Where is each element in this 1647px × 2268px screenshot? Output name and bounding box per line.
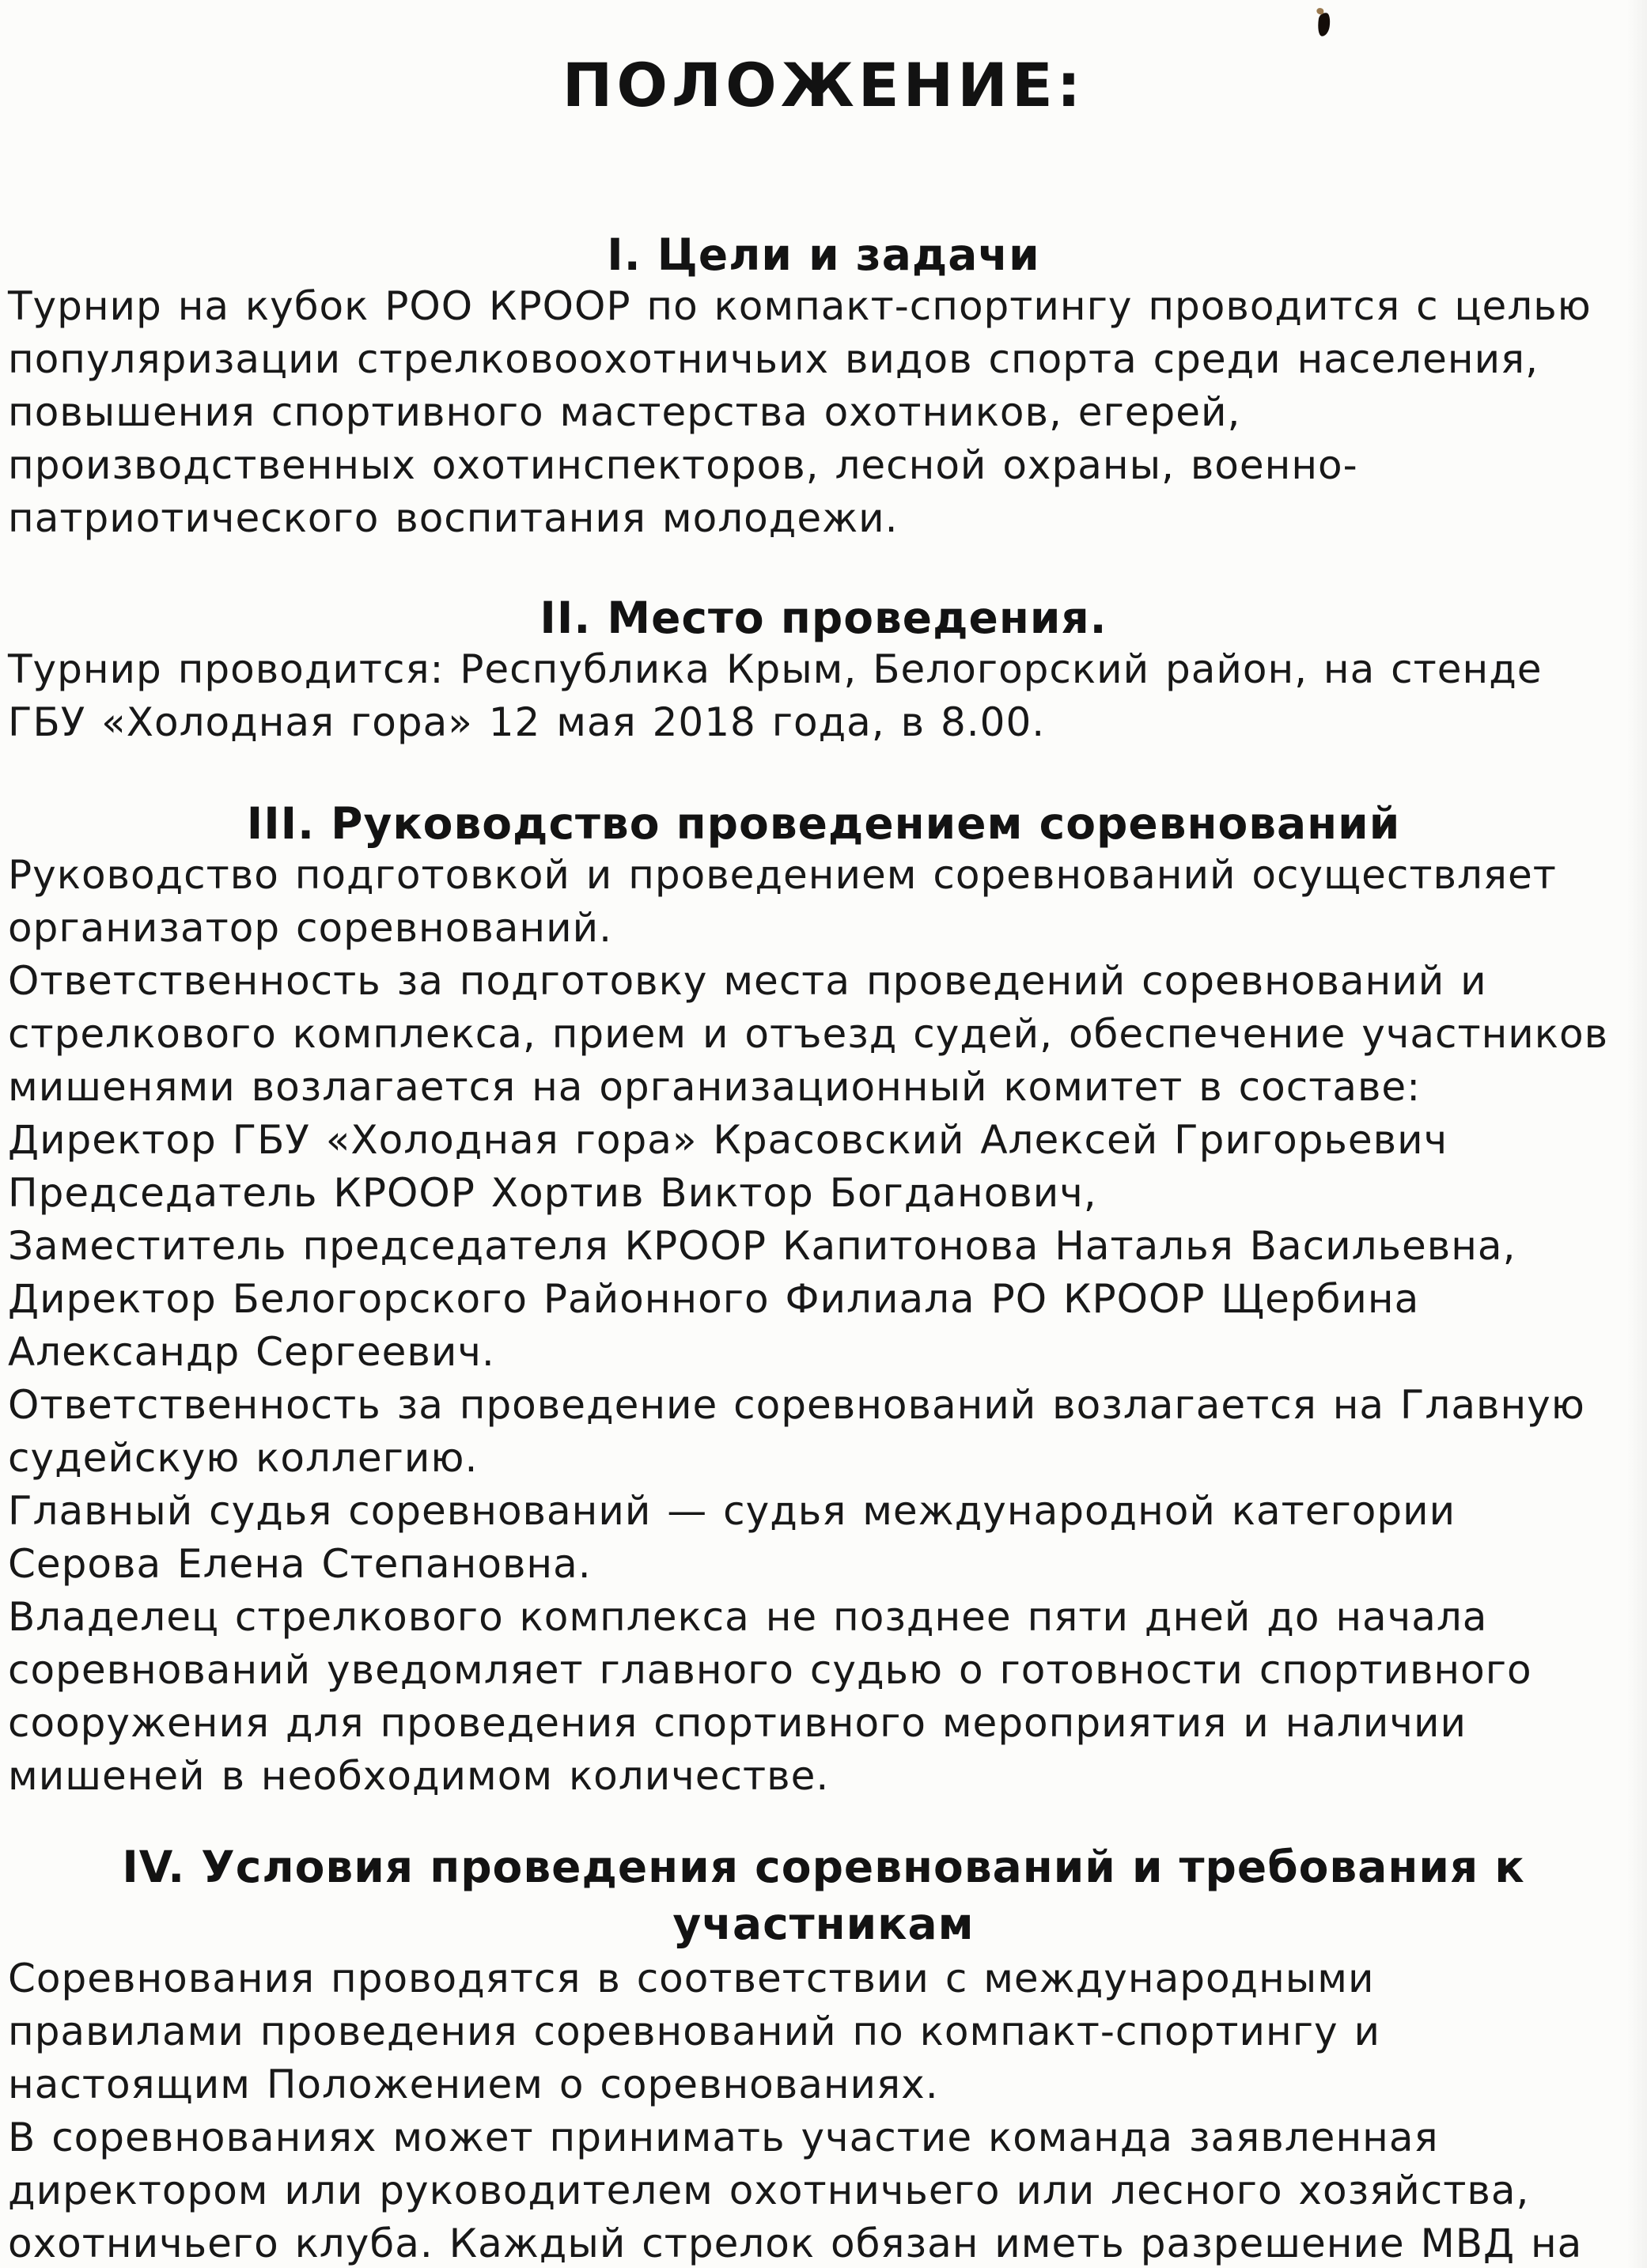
section-venue-heading (0, 593, 1647, 643)
section-goals-heading (0, 229, 1647, 280)
text-line: Александр Сергеевич. (8, 1329, 495, 1375)
text-line: ГБУ «Холодная гора» 12 мая 2018 года, в 8.00. (8, 699, 1046, 745)
section-management-body (0, 849, 1647, 1803)
text-line: Заместитель председателя КРООР Капитонова Наталья Васильевна, (8, 1223, 1516, 1269)
text-line: Главный судья соревнований — судья международной категории (8, 1488, 1456, 1534)
text-line: Председатель КРООР Хортив Виктор Богданович, (8, 1170, 1097, 1216)
section-venue-body (0, 643, 1647, 749)
text-line: Директор Белогорского Районного Филиала РО КРООР Щербина (8, 1276, 1420, 1322)
text-line: Турнир проводится: Республика Крым, Белогорский район, на стенде (8, 646, 1543, 692)
text-line: Ответственность за проведение соревнований возлагается на Главную (8, 1382, 1585, 1428)
text-line: мишеней в необходимом количестве. (8, 1753, 830, 1799)
text-line: В соревнованиях может принимать участие команда заявленная (8, 2115, 1439, 2160)
text-line: настоящим Положением о соревнованиях. (8, 2062, 939, 2107)
text-line: охотничьего клуба. Каждый стрелок обязан иметь разрешение МВД на (8, 2221, 1583, 2266)
text-line: Серова Елена Степановна. (8, 1541, 592, 1587)
text-line: III. Руководство проведением соревнований (246, 798, 1401, 849)
text-line: популяризации стрелковоохотничьих видов спорта среди населения, (8, 336, 1539, 382)
text-line: соревнований уведомляет главного судью о готовности спортивного (8, 1647, 1532, 1693)
text-line: Турнир на кубок РОО КРООР по компакт-спортингу проводится с целью (8, 283, 1592, 329)
text-line: стрелкового комплекса, прием и отъезд судей, обеспечение участников (8, 1011, 1609, 1057)
text-line: повышения спортивного мастерства охотников, егерей, (8, 389, 1241, 435)
text-line: производственных охотинспекторов, лесной охраны, военно- (8, 442, 1358, 488)
text-line: судейскую коллегию. (8, 1435, 479, 1481)
section-goals-body (0, 280, 1647, 545)
text-line: Руководство подготовкой и проведением соревнований осуществляет (8, 852, 1557, 898)
section-conditions-body (0, 1952, 1647, 2268)
text-line: директором или руководителем охотничьего или лесного хозяйства, (8, 2168, 1530, 2213)
section-management (0, 798, 1647, 1803)
text-line: сооружения для проведения спортивного мероприятия и наличии (8, 1700, 1467, 1746)
text-line: Соревнования проводятся в соответствии с международными (8, 1956, 1375, 2001)
section-conditions-heading (0, 1838, 1647, 1952)
text-line: Ответственность за подготовку места проведений соревнований и (8, 958, 1487, 1004)
section-venue (0, 593, 1647, 749)
document-title: ПОЛОЖЕНИЕ: (562, 50, 1085, 120)
text-line: Директор ГБУ «Холодная гора» Красовский Алексей Григорьевич (8, 1117, 1448, 1163)
text-line: правилами проведения соревнований по компакт-спортингу и (8, 2009, 1380, 2054)
text-line: Владелец стрелкового комплекса не позднее пяти дней до начала (8, 1594, 1488, 1640)
text-line: I. Цели и задачи (607, 229, 1040, 280)
text-line: организатор соревнований. (8, 905, 613, 951)
text-line: II. Место проведения. (540, 593, 1107, 643)
section-goals (0, 229, 1647, 545)
text-line: участникам (672, 1899, 975, 1949)
text-line: IV. Условия проведения соревнований и требования к (122, 1842, 1525, 1892)
section-management-heading (0, 798, 1647, 849)
text-line: мишенями возлагается на организационный комитет в составе: (8, 1064, 1422, 1110)
text-line: патриотического воспитания молодежи. (8, 495, 899, 541)
section-conditions (0, 1838, 1647, 2268)
